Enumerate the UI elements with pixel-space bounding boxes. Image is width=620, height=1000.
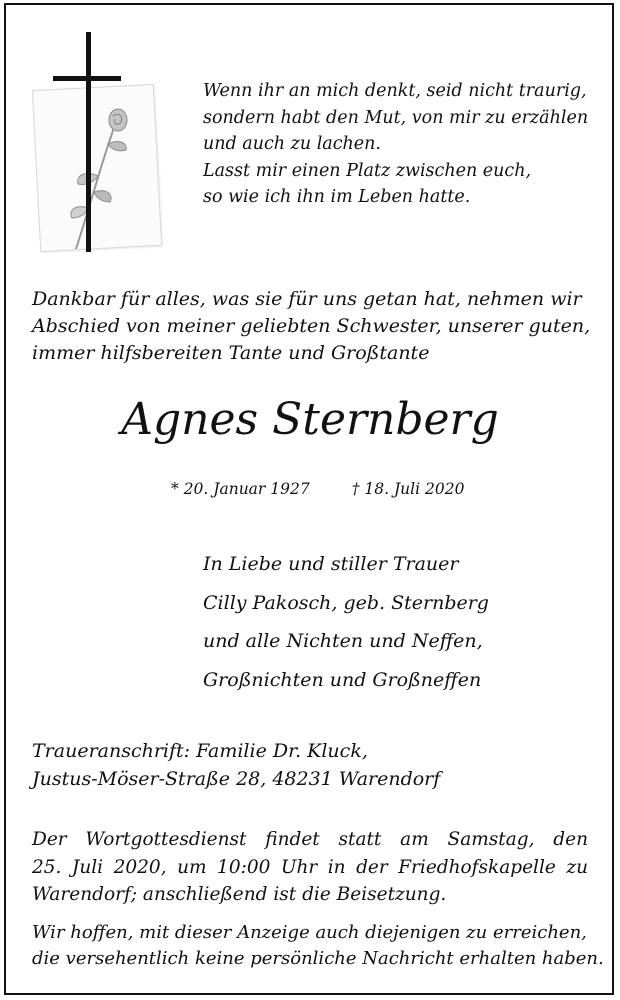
intro-line: Abschied von meiner geliebten Schwester, unserer guten, [32, 315, 591, 337]
cross-horizontal-bar [53, 76, 121, 81]
mourner-line: In Liebe und stiller Trauer [203, 553, 459, 575]
note-line: die versehentlich keine persönliche Nachricht erhalten haben. [32, 948, 604, 969]
death-date: † 18. Juli 2020 [351, 480, 465, 498]
cross-vertical-bar [86, 32, 91, 252]
address-line: Justus-Möser-Straße 28, 48231 Warendorf [32, 767, 441, 790]
service-info [32, 826, 588, 909]
mourning-address [32, 738, 440, 793]
mourner-line: und alle Nichten und Neffen, [203, 630, 483, 652]
cross-rose-illustration [30, 32, 170, 257]
service-line: 25. Juli 2020, um 10:00 Uhr in der Friedhofskapelle zu [32, 856, 588, 878]
address-line: Traueranschrift: Familie Dr. Kluck, [32, 740, 368, 762]
life-dates [171, 478, 464, 500]
mourner-line: Cilly Pakosch, geb. Sternberg [203, 591, 489, 614]
note-line: Wir hoffen, mit dieser Anzeige auch diejenigen zu erreichen, [32, 922, 587, 943]
poem-line: so wie ich ihn im Leben hatte. [203, 187, 471, 207]
deceased-name: Agnes Sternberg [121, 394, 499, 445]
poem [203, 78, 588, 211]
mourner-line: Großnichten und Großneffen [203, 668, 482, 691]
intro-line: Dankbar für alles, was sie für uns getan hat, nehmen wir [32, 288, 582, 310]
intro-line: immer hilfsbereiten Tante und Großtante [32, 342, 430, 364]
intro-text [32, 286, 592, 367]
closing-note [32, 920, 604, 972]
poem-line: sondern habt den Mut, von mir zu erzählen [203, 107, 589, 128]
mourners [203, 545, 489, 699]
birth-date: * 20. Januar 1927 [171, 480, 310, 498]
service-line: Warendorf; anschließend ist die Beisetzung. [32, 884, 447, 905]
poem-line: Lasst mir einen Platz zwischen euch, [203, 160, 532, 181]
poem-line: Wenn ihr an mich denkt, seid nicht traurig, [203, 81, 587, 101]
rose-icon [58, 104, 138, 254]
service-line: Der Wortgottesdienst findet statt am Samstag, den [32, 829, 588, 850]
poem-line: und auch zu lachen. [203, 134, 381, 154]
